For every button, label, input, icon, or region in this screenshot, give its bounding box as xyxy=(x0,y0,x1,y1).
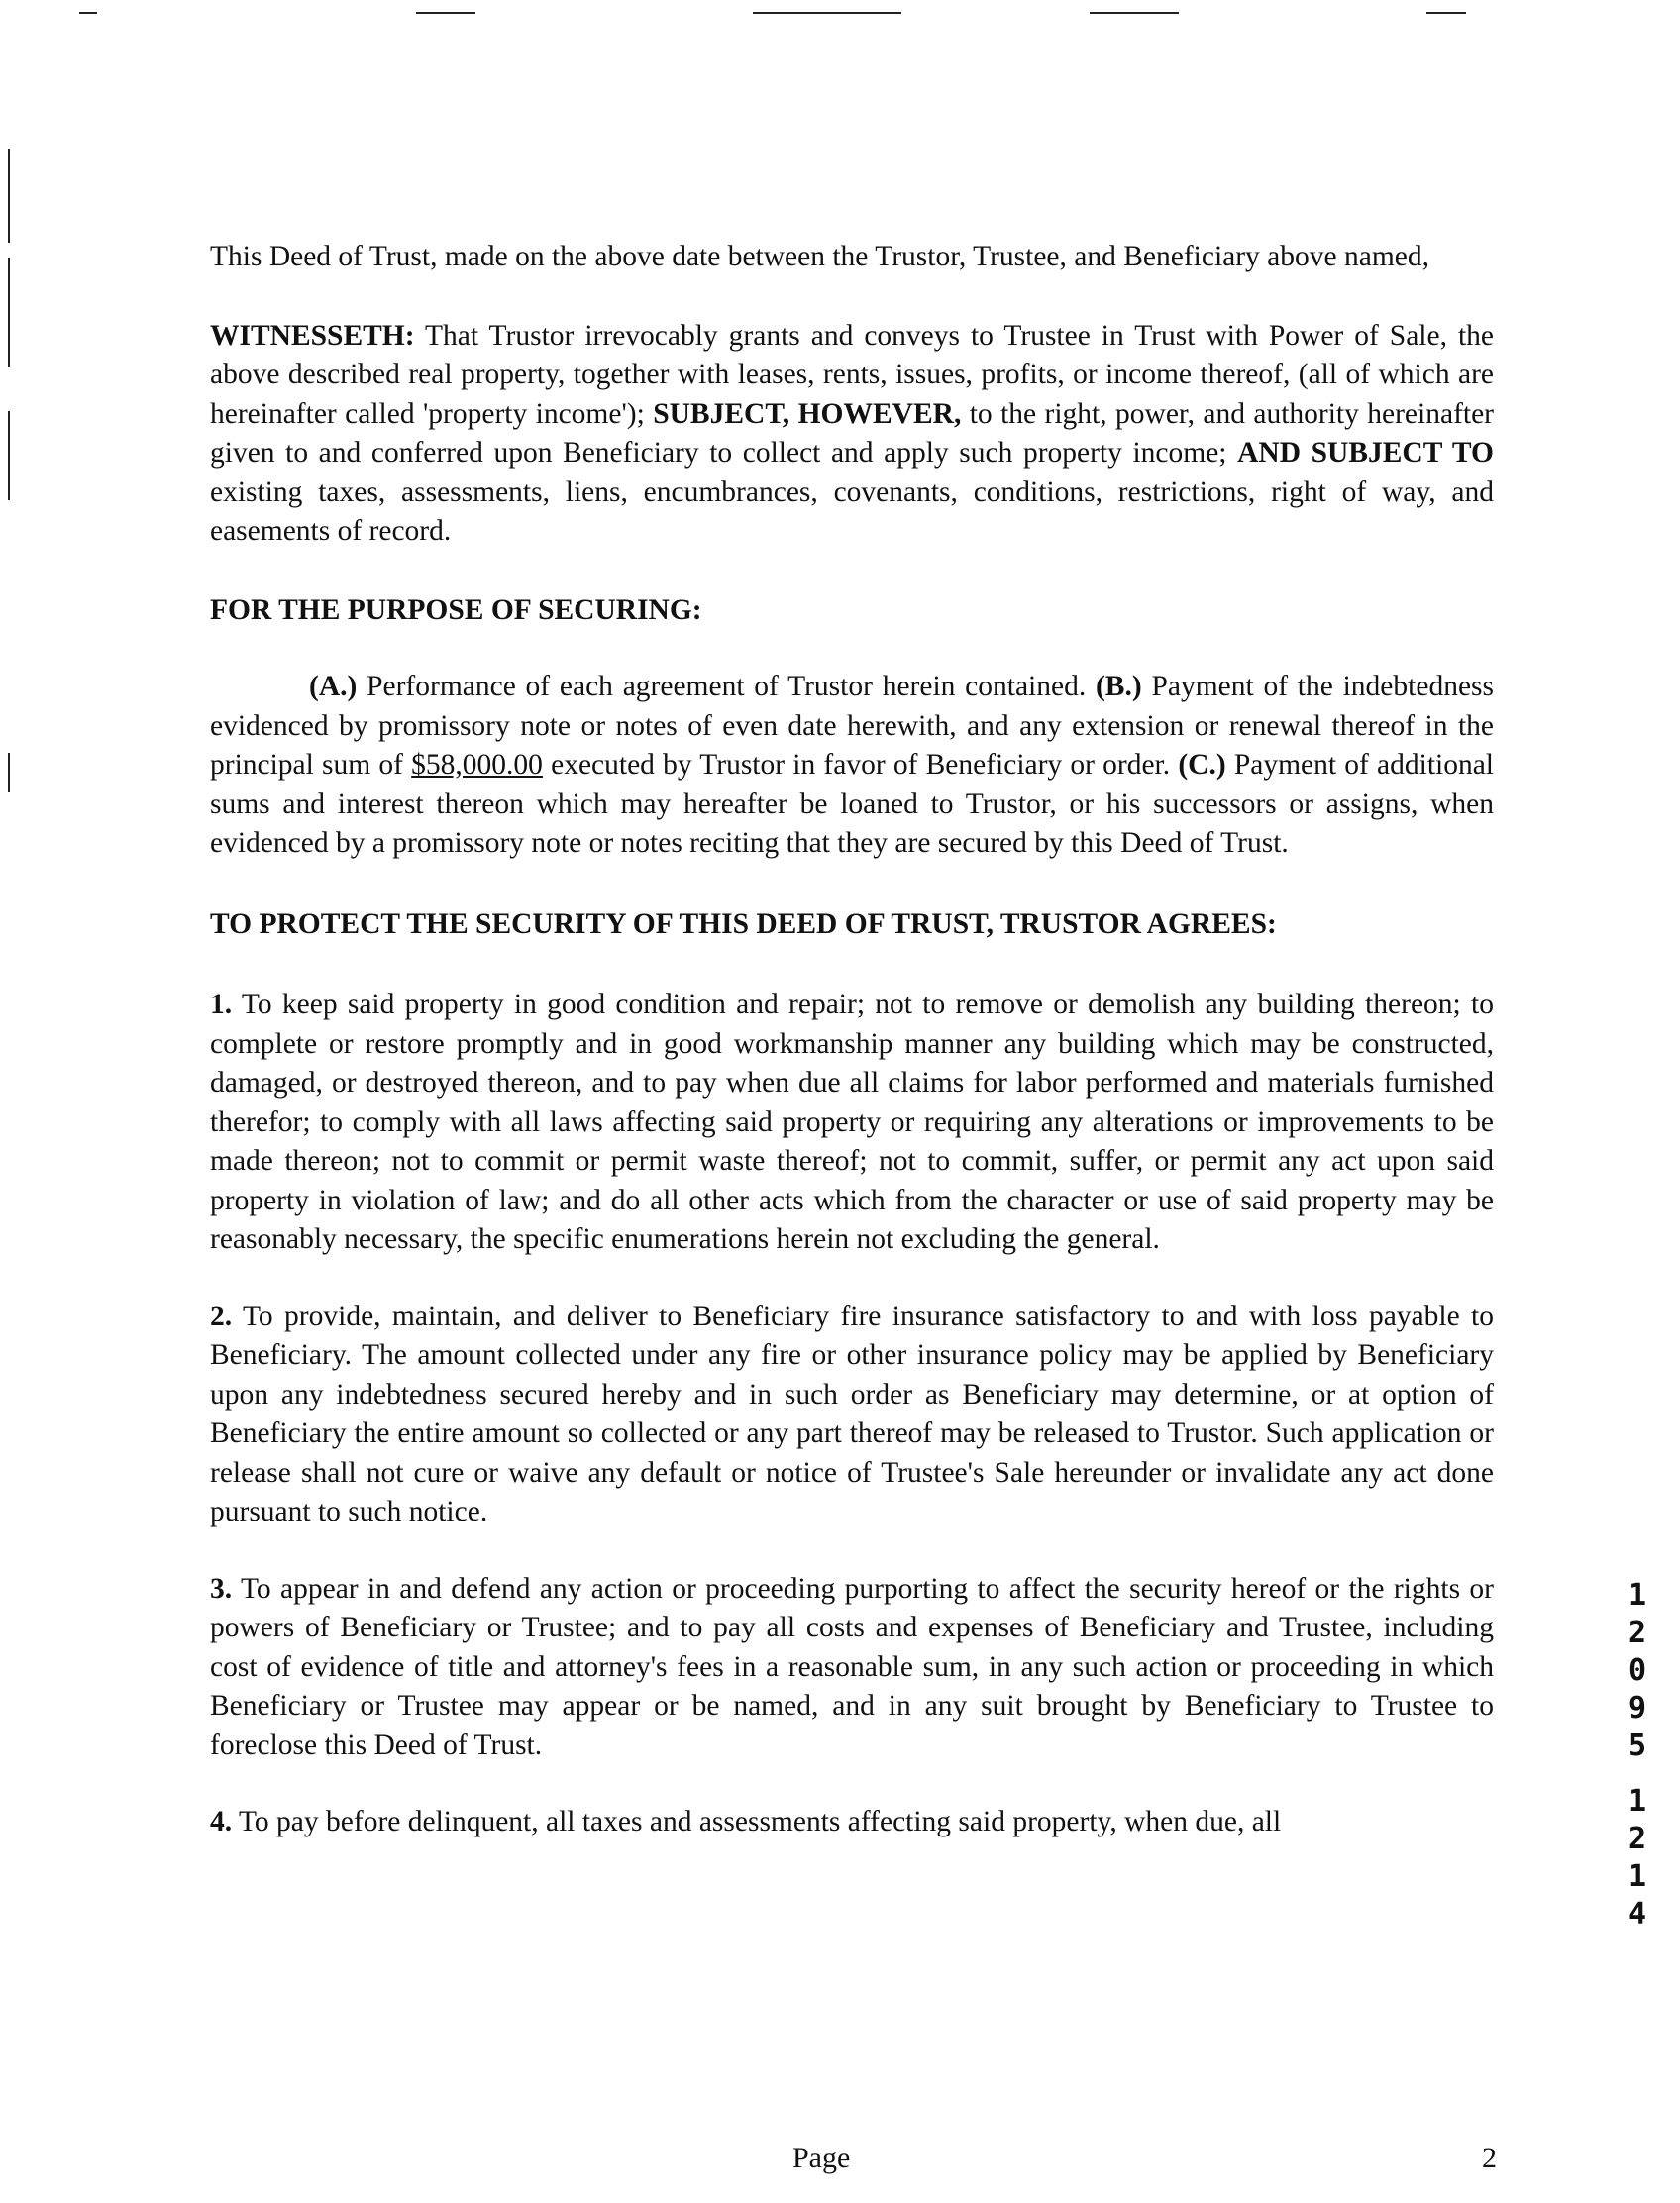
purpose-paragraph xyxy=(210,668,1494,864)
protect-heading: TO PROTECT THE SECURITY OF THIS DEED OF TRUST, TRUSTOR AGREES: xyxy=(210,907,1277,940)
principal-amount: $58,000.00 xyxy=(411,749,543,781)
purpose-c-text: Payment of additional sums and interest thereon which may hereafter be loaned to Trustor, or his successors or assigns, when evidenced by a promissory note or notes reciting that they are secured by this Deed of Trust. xyxy=(210,749,1495,859)
scan-mark-top-1 xyxy=(79,12,97,14)
witnesseth-label: WITNESSETH: xyxy=(210,319,415,352)
purpose-b-text-1: Payment of the indebtedness evidenced by promissory note or notes of even date herewith, and any extension or renewal thereof in the principal sum of xyxy=(210,671,1494,781)
stamp-digit: 0 xyxy=(1628,1653,1647,1688)
stamp-digit: 2 xyxy=(1628,1616,1647,1650)
scan-mark-left-4 xyxy=(8,753,10,792)
scan-mark-top-3 xyxy=(753,12,901,14)
stamp-digit: 9 xyxy=(1628,1691,1647,1726)
scan-mark-top-4 xyxy=(1090,12,1179,14)
item-number: 2. xyxy=(210,1300,233,1332)
purpose-a-label: (A.) xyxy=(309,671,358,702)
recording-stamp-group-2 xyxy=(1625,1783,1650,1934)
stamp-digit: 4 xyxy=(1628,1897,1647,1932)
item-number: 3. xyxy=(210,1572,233,1605)
footer-page-label: Page xyxy=(792,2142,851,2174)
purpose-a-text: Performance of each agreement of Trustor herein contained. xyxy=(357,671,1096,702)
stamp-digit: 1 xyxy=(1628,1859,1647,1894)
agreement-item-2 xyxy=(210,1298,1494,1532)
stamp-digit: 5 xyxy=(1628,1729,1647,1763)
stamp-digit: 1 xyxy=(1628,1578,1647,1613)
item-text: To keep said property in good condition and repair; not to remove or demolish any building thereon; to complete or restore promptly and in good workmanship manner any building which may be constructed, damaged, or destroyed thereon, and to pay when due all claims for labor performed and materials furnished therefor; to comply with all laws affecting said property or requiring any alterations or improvements to be made thereon; not to commit or permit waste thereof; not to commit, suffer, or permit any act upon said property in violation of law; and do all other acts which from the character or use of said property may be reasonably necessary, the specific enumerations herein not excluding the general. xyxy=(210,989,1494,1255)
purpose-b-label: (B.) xyxy=(1095,671,1142,702)
stamp-digit: 2 xyxy=(1628,1822,1647,1856)
purpose-b-text-2: executed by Trustor in favor of Beneficiary or order. xyxy=(542,749,1179,781)
scan-mark-left-2 xyxy=(8,258,10,367)
item-text: To pay before delinquent, all taxes and assessments affecting said property, when due, all xyxy=(232,1806,1282,1837)
document-body xyxy=(210,238,1494,1880)
subject-however-label: SUBJECT, HOWEVER, xyxy=(653,397,962,430)
recording-stamp-group-1 xyxy=(1625,1577,1650,1765)
scan-mark-left-1 xyxy=(8,149,10,243)
footer-page-number: 2 xyxy=(1482,2142,1497,2174)
witnesseth-text-1: That Trustor irrevocably grants and conveys to Trustee in Trust with Power of Sale, the above described real property, together with leases, rents, issues, profits, or income thereof, (all of which are hereinafter called 'property income'); xyxy=(210,319,1494,430)
item-number: 4. xyxy=(210,1806,233,1837)
agreement-item-1 xyxy=(210,986,1494,1260)
scan-mark-top-5 xyxy=(1426,12,1466,14)
item-number: 1. xyxy=(210,989,233,1020)
and-subject-to-label: AND SUBJECT TO xyxy=(1237,437,1495,469)
witnesseth-text-3: existing taxes, assessments, liens, encumbrances, covenants, conditions, restrictions, right of way, and easements of record. xyxy=(210,475,1494,547)
witnesseth-text-2: to the right, power, and authority hereinafter given to and conferred upon Beneficiary to collect and apply such property income; xyxy=(210,397,1494,469)
purpose-heading: FOR THE PURPOSE OF SECURING: xyxy=(210,593,702,626)
purpose-c-label: (C.) xyxy=(1178,749,1226,781)
scan-mark-left-3 xyxy=(8,411,10,500)
stamp-digit: 1 xyxy=(1628,1784,1647,1819)
item-text: To appear in and defend any action or proceeding purporting to affect the security hereof or the rights or powers of Beneficiary or Trustee; and to pay all costs and expenses of Beneficiary and Trustee, including cost of evidence of title and attorney's fees in a reasonable sum, in any such action or proceeding in which Beneficiary or Trustee may appear or be named, and in any suit brought by Beneficiary to Trustee to foreclose this Deed of Trust. xyxy=(210,1572,1494,1761)
agreement-item-4 xyxy=(210,1803,1494,1842)
witnesseth-paragraph xyxy=(210,317,1494,552)
scan-mark-top-2 xyxy=(416,12,475,14)
item-text: To provide, maintain, and deliver to Beneficiary fire insurance satisfactory to and with loss payable to Beneficiary. The amount collected under any fire or other insurance policy may be applied by Beneficiary upon any indebtedness secured hereby and in such order as Beneficiary may determine, or at option of Beneficiary the entire amount so collected or any part thereof may be released to Trustor. Such application or release shall not cure or waive any default or notice of Trustee's Sale hereunder or invalidate any act done pursuant to such notice. xyxy=(210,1300,1494,1527)
agreement-item-3 xyxy=(210,1570,1494,1766)
intro-paragraph: This Deed of Trust, made on the above date between the Trustor, Trustee, and Beneficiary above named, xyxy=(210,241,1430,272)
